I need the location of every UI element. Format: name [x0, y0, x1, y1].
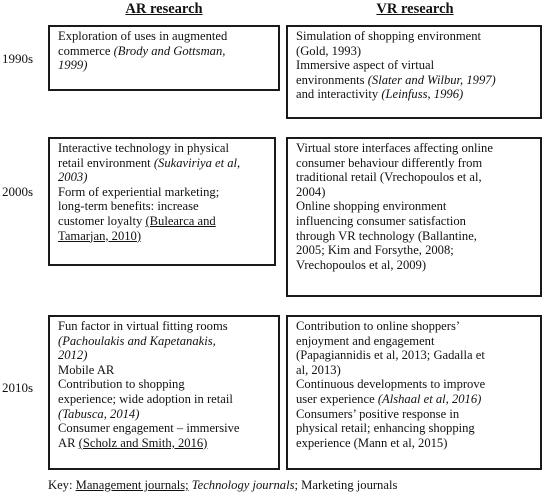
box-line [296, 407, 532, 422]
vr-2000s-box [286, 137, 542, 297]
box-line [296, 392, 532, 407]
technology-citation: 2003) [58, 170, 88, 185]
box-text: Interactive technology in physical [58, 141, 230, 155]
box-text: experience (Mann et al, 2015) [296, 435, 448, 450]
box-line [296, 214, 532, 229]
box-line [296, 58, 532, 73]
box-line [58, 156, 266, 171]
box-line [296, 319, 532, 334]
box-text: through VR technology (Ballantine, [296, 228, 477, 243]
box-line [58, 58, 270, 73]
technology-citation: (Slater and Wilbur, 1997) [367, 72, 496, 87]
box-text: Consumers’ positive response in [296, 406, 460, 421]
box-text: retail environment [58, 155, 154, 170]
technology-citation: (Leinfuss, 1996) [381, 87, 464, 102]
ar-2000s-box [48, 137, 276, 266]
technology-citation: (Alshaal et al, 2016) [377, 391, 482, 406]
box-text: physical retail; enhancing shopping [296, 421, 475, 436]
management-citation: Tamarjan, 2010) [58, 228, 142, 243]
box-text: Immersive aspect of virtual [296, 58, 435, 73]
box-line [58, 170, 266, 185]
technology-citation: (Pachoulakis and Kapetanakis, [58, 333, 216, 348]
box-line [296, 29, 532, 44]
ar-2010s-box [48, 315, 280, 470]
box-line [58, 185, 266, 200]
box-line [296, 87, 532, 102]
management-citation: (Bulearca and [145, 213, 216, 228]
box-line [296, 44, 532, 59]
box-line [58, 334, 270, 349]
box-line [58, 44, 270, 59]
decade-label-2000s: 2000s [2, 184, 34, 199]
box-text: experience; wide adoption in retail [58, 391, 233, 406]
box-text: Mobile AR [58, 362, 115, 377]
box-text: Vrechopoulos et al, 2009) [296, 257, 427, 272]
box-line [296, 377, 532, 392]
vr-2010s-box [286, 315, 542, 470]
box-line [58, 214, 266, 229]
box-line [296, 363, 532, 378]
box-line [58, 436, 270, 451]
box-line [296, 348, 532, 363]
box-text: Form of experiential marketing; [58, 184, 220, 199]
box-line [296, 243, 532, 258]
box-line [58, 392, 270, 407]
journal-key [48, 478, 397, 493]
box-text: user experience [296, 391, 378, 406]
box-line [296, 185, 532, 200]
box-line [58, 363, 270, 378]
box-text: Key: [48, 478, 76, 492]
box-text: Virtual store interfaces affecting online [296, 141, 493, 155]
box-line [58, 29, 270, 44]
box-text: Exploration of uses in augmented [58, 29, 228, 43]
box-line [58, 421, 270, 436]
box-text: al, 2013) [296, 362, 341, 377]
box-text: 2005; Kim and Forsythe, 2008; [296, 243, 454, 258]
box-line [58, 348, 270, 363]
box-line [58, 141, 266, 156]
vr-column-header: VR research [376, 1, 454, 17]
box-line [296, 229, 532, 244]
ar-1990s-box [48, 25, 280, 91]
box-text: consumer behaviour differently from [296, 155, 483, 170]
box-text: Fun factor in virtual fitting rooms [58, 319, 228, 333]
box-text: AR [58, 435, 79, 450]
box-line [296, 141, 532, 156]
box-text: Simulation of shopping environment [296, 29, 482, 43]
technology-citation: 2012) [58, 348, 88, 363]
box-line [58, 229, 266, 244]
box-line [296, 421, 532, 436]
box-text: 2004) [296, 184, 326, 199]
decade-label-2010s: 2010s [2, 380, 34, 395]
box-text: influencing consumer satisfaction [296, 213, 466, 228]
decade-label-1990s: 1990s [2, 51, 34, 66]
box-text: Contribution to online shoppers’ [296, 319, 461, 333]
box-text: customer loyalty [58, 213, 146, 228]
technology-citation: (Sukaviriya et al, [153, 155, 241, 170]
management-citation: Management journals; [75, 478, 189, 492]
box-line [296, 156, 532, 171]
technology-citation: 1999) [58, 58, 88, 73]
management-citation: (Scholz and Smith, 2016) [78, 435, 208, 450]
box-line [296, 258, 532, 273]
ar-column-header: AR research [125, 1, 203, 17]
box-text: enjoyment and engagement [296, 333, 435, 348]
box-line [58, 319, 270, 334]
box-text: Continuous developments to improve [296, 377, 486, 392]
box-line [58, 377, 270, 392]
box-text: environments [296, 72, 368, 87]
box-text: Contribution to shopping [58, 377, 185, 392]
box-text: commerce [58, 43, 114, 58]
vr-1990s-box [286, 25, 542, 119]
box-line [296, 436, 532, 451]
box-text: long-term benefits: increase [58, 199, 199, 214]
box-text: (Papagiannidis et al, 2013; Gadalla et [296, 348, 485, 363]
box-text: traditional retail (Vrechopoulos et al, [296, 170, 482, 185]
box-text: ; Marketing journals [294, 478, 398, 492]
box-line [296, 334, 532, 349]
box-text: Online shopping environment [296, 199, 447, 214]
technology-citation: (Tabusca, 2014) [58, 406, 140, 421]
box-line [296, 199, 532, 214]
box-text: and interactivity [296, 87, 382, 102]
box-line [58, 199, 266, 214]
box-text: Consumer engagement – immersive [58, 421, 240, 436]
technology-citation: (Brody and Gottsman, [113, 43, 226, 58]
box-line [296, 170, 532, 185]
box-line [58, 407, 270, 422]
technology-citation: Technology journals [191, 478, 295, 492]
box-line [296, 73, 532, 88]
box-text: (Gold, 1993) [296, 43, 362, 58]
